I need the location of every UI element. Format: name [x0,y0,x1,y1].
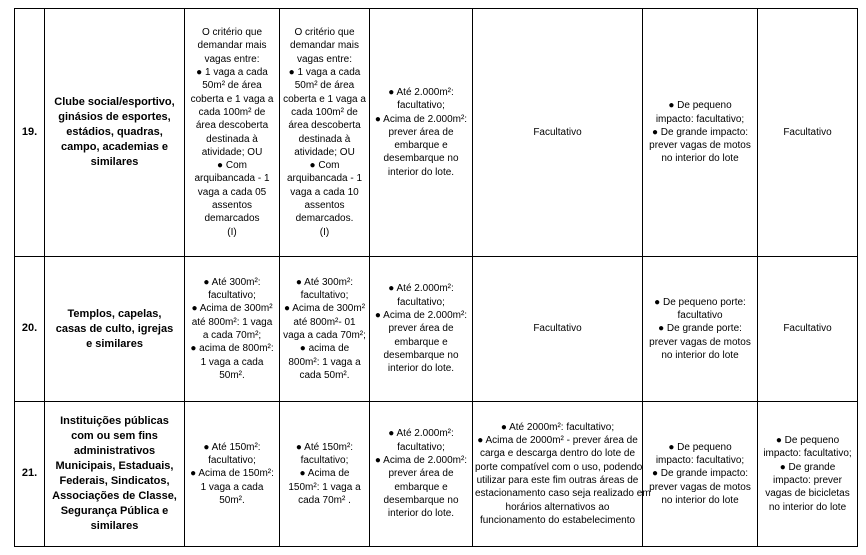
cell-text-line: carga e descarga dentro do lote de [479,448,636,460]
cell-text-line: interior do lote. [387,508,455,520]
table-row [15,402,858,547]
cell-text-line: 150m²: 1 vaga a [288,481,361,493]
cell-text-line: no interior do lote [661,494,739,506]
loading-cell [473,9,643,257]
cell-text-line: ● Até 2.000m²: [388,428,454,440]
cell-text-line: assentos [211,199,253,211]
cell-text-line: vagas entre: [296,53,353,65]
cell-text-line: estádios, quadras, [66,126,163,138]
embarkation-cell [370,402,473,547]
cell-text-line: similares [90,156,139,168]
cell-text-line: Facultativo [533,126,582,138]
cell-text-line: ● Acima de 2.000m²: [374,310,468,322]
cell-text-line: 1 vaga a cada [200,356,264,368]
cell-text-line: Facultativo [783,126,832,138]
cell-text-line: ● Até 2.000m²: [388,86,454,98]
cell-text-line: no interior do lote [768,501,847,513]
cell-text-line: ginásios de esportes, [58,111,171,123]
cell-text-line: vagas entre: [204,53,260,65]
cell-text-line: Facultativo [783,323,832,335]
requirement-cell-a [185,402,280,547]
row-use-name [45,9,185,257]
bicycle-cell [758,402,858,547]
cell-text-line: ● De pequeno [668,100,732,112]
cell-text-line: facultativo [677,310,723,322]
cell-text-line: casas de culto, igrejas [55,322,174,335]
cell-text-line: facultativo; [300,290,349,302]
cell-text-line: O critério que [294,27,355,39]
cell-text-line: vaga a cada 05 [197,186,267,198]
cell-text-line: 50m² de área [202,80,262,92]
cell-text-line: porte compatível com o uso, podendo [475,461,643,473]
bicycle-cell [758,257,858,402]
cell-text-line: impacto: facultativo; [655,455,745,467]
cell-text-line: Instituições públicas [60,415,169,427]
cell-text-line: ● Até 150m²: [203,441,261,453]
cell-text-line: demandar mais [197,40,267,52]
cell-text-line: ● Até 300m²: [203,276,261,288]
cell-text-line: ● De grande impacto: [651,126,749,138]
cell-text-line: 800m²: 1 vaga a [288,356,361,368]
cell-text-line: até 800m²: 1 vaga [191,316,273,328]
cell-text-line: Facultativo [533,323,582,335]
row-number: 19. [15,9,45,257]
cell-text-line: facultativo; [397,296,445,308]
cell-text-line: ● Acima de 2.000m²: [374,455,468,467]
motorcycle-cell [643,9,758,257]
cell-text-line: impacto: facultativo; [763,448,852,460]
cell-text-line: ● Acima de 2.000m²: [374,113,468,125]
cell-text-line: ● De grande porte: [658,323,742,335]
cell-text-line: Templos, capelas, [67,307,162,320]
cell-text-line: embarque e [394,336,448,348]
cell-text-line: prever vagas de motos [649,336,751,348]
cell-text-line: desembarque no [383,494,459,506]
cell-text-line: ● Até 150m²: [295,441,354,453]
row-number: 20. [15,257,45,402]
requirement-cell-a [185,257,280,402]
loading-cell [473,257,643,402]
cell-text-line: demarcados [204,213,260,225]
cell-text-line: utilizar para este fim outras áreas de [476,475,639,486]
cell-text-line: cada 70m² . [298,494,351,506]
cell-text-line: ● De pequeno porte: [654,296,746,308]
cell-text-line: Segurança Pública e [60,505,169,517]
cell-text-line: destinada à [298,133,351,145]
cell-text-line: interior do lote. [387,166,455,178]
cell-text-line: facultativo; [397,100,445,112]
cell-text-line: ● De pequeno [775,435,840,447]
cell-text-line: facultativo; [208,290,256,302]
cell-text-line: prever área de [388,126,454,138]
bicycle-cell [758,9,858,257]
cell-text-line: ● Acima de 300m² [283,303,366,315]
cell-text-line: destinada à [206,133,258,145]
cell-text-line: prever vagas de motos [649,140,751,152]
cell-text-line: desembarque no [383,349,459,361]
cell-text-line: ● acima de [299,343,350,355]
cell-text-line: prever vagas de motos [649,481,751,493]
motorcycle-cell [643,257,758,402]
cell-text-line: estacionamento caso seja realizado em [475,488,651,500]
cell-text-line: desembarque no [383,153,459,165]
cell-text-line: 1 vaga a cada [200,481,264,493]
row-use-name [45,402,185,547]
cell-text-line: atividade; OU [201,146,263,158]
cell-text-line: e similares [86,337,143,350]
cell-text-line: ● Acima de 150m²: [190,468,274,480]
cell-text-line: cada 100m² de [198,106,266,118]
embarkation-cell [370,257,473,402]
cell-text-line: Clube social/esportivo, [54,96,175,108]
cell-text-line: vaga a cada 10 [290,186,359,198]
cell-text-line: arquibancada - 1 [286,173,363,185]
cell-text-line: administrativos [73,445,156,457]
cell-text-line: no interior do lote [661,153,739,165]
cell-text-line: ● De pequeno [668,441,732,453]
cell-text-line: demandar mais [290,40,359,52]
row-use-name [45,257,185,402]
cell-text-line: área descoberta [195,120,269,132]
cell-text-line: cada 100m² de [291,106,358,118]
cell-text-line: ● Até 300m²: [295,276,354,288]
cell-text-line: demarcados. [295,213,354,225]
cell-text-line: assentos [304,199,345,211]
cell-text-line: ● 1 vaga a cada [288,67,361,79]
cell-text-line: área descoberta [288,120,361,132]
cell-text-line: 50m² de área [294,80,355,92]
cell-text-line: (I) [319,226,330,238]
cell-text-line: ● acima de 800m²: [190,343,274,355]
requirement-cell-b [280,402,370,547]
cell-text-line: ● Acima de 300m² [191,303,273,315]
cell-text-line: vagas de bicicletas [765,488,850,500]
cell-text-line: coberta e 1 vaga a [283,93,366,105]
cell-text-line: ● 1 vaga a cada [196,67,268,79]
cell-text-line: até 800m²- 01 [293,316,356,328]
motorcycle-cell [643,402,758,547]
cell-text-line: impacto: facultativo; [655,113,745,125]
cell-text-line: funcionamento do estabelecimento [479,514,636,526]
cell-text-line: (I) [227,226,237,238]
cell-text-line: Associações de Classe, [52,490,177,502]
requirement-cell-a [185,9,280,257]
cell-text-line: facultativo; [397,441,445,453]
cell-text-line: prever área de [388,323,454,335]
cell-text-line: facultativo; [208,455,256,467]
cell-text-line: embarque e [394,140,448,152]
cell-text-line: ● De grande impacto: [651,468,749,480]
cell-text-line: a cada 70m²; [202,330,262,341]
cell-text-line: O critério que [201,27,263,39]
requirement-cell-b [280,9,370,257]
cell-text-line: ● Acima de [299,468,350,480]
row-number: 21. [15,402,45,547]
loading-cell [473,402,651,547]
cell-text-line: interior do lote. [387,363,455,375]
cell-text-line: 50m². [219,494,245,506]
cell-text-line: facultativo; [300,455,349,467]
cell-text-line: 50m². [219,369,245,381]
cell-text-line: ● Até 2.000m²: [388,283,454,295]
cell-text-line: ● Acima de 2000m² - prever área de [477,435,638,447]
cell-text-line: no interior do lote [661,349,739,361]
cell-text-line: atividade; OU [294,146,355,158]
cell-text-line: vaga a cada 70m²; [283,330,366,341]
cell-text-line: ● Com [309,160,340,172]
cell-text-line: campo, academias e [60,141,168,153]
parking-requirements-table [14,8,858,547]
cell-text-line: Municipais, Estaduais, [55,460,174,472]
cell-text-line: ● Até 2000m²: facultativo; [500,421,615,433]
cell-text-line: ● Com [217,160,247,172]
requirement-cell-b [280,257,370,402]
cell-text-line: arquibancada - 1 [194,173,270,185]
cell-text-line: coberta e 1 vaga a [190,93,274,105]
table-row [15,9,858,257]
embarkation-cell [370,9,473,257]
cell-text-line: Federais, Sindicatos, [59,475,170,487]
cell-text-line: ● De grande [779,461,836,473]
cell-text-line: similares [90,520,139,532]
cell-text-line: prever área de [388,468,454,480]
cell-text-line: horários alternativos ao [505,501,610,513]
cell-text-line: cada 50m². [299,369,350,381]
cell-text-line: embarque e [394,481,448,493]
cell-text-line: com ou sem fins [71,430,158,442]
table-row [15,257,858,402]
cell-text-line: impacto: prever [773,475,842,486]
